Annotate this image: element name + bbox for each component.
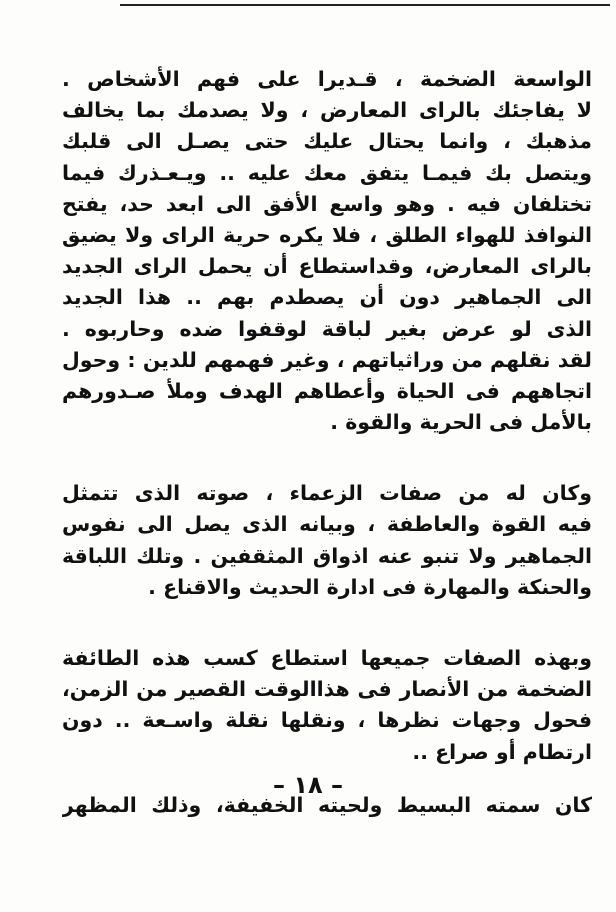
text-line: فحول وجهات نظرها ، ونقلها نقلة واسـعة .. دون (62, 708, 592, 733)
text-line: الذى لو عرض بغير لباقة لوقفوا ضده وحاربوه . (62, 316, 592, 341)
text-line: وبهذه الصفات جميعها استطاع كسب هذه الطائفة (62, 646, 592, 670)
text-line: تختلفان فيه . وهو واسع الأفق الى ابعد حد، يفتح (62, 191, 592, 216)
text-line: لقد نقلهم من وراثياتهم ، وغير فهمهم للدين : وحول (62, 347, 592, 372)
text-line: والحنكة والمهارة فى ادارة الحديث والاقناع . (148, 574, 592, 599)
text-line: الى الجماهير دون أن يصطدم بهم .. هذا الجديد (62, 285, 592, 310)
text-line: الضخمة من الأنصار فى هذاالوقت القصير من الزمن، (62, 677, 592, 702)
text-line: كان سمته البسيط ولحيته الخفيفة، وذلك المظهر (62, 792, 592, 817)
text-line: بالأمل فى الحرية والقوة . (330, 410, 592, 435)
paragraph-3 (62, 643, 592, 768)
body-text (62, 64, 592, 821)
paragraph-gap (62, 603, 592, 643)
text-line: وكان له من صفات الزعماء ، صوته الذى تتمثل (62, 481, 592, 506)
text-line: الواسعة الضخمة ، قـديرا على فهم الأشخاص . (62, 67, 592, 91)
paragraph-2 (62, 478, 592, 603)
text-line: فيه القوة والعاطفة ، وبيانه الذى يصل الى نفوس (62, 512, 592, 537)
text-line: مذهبك ، وانما يحتال عليك حتى يصـل الى قلبك (62, 129, 592, 154)
text-line: ويتصل بك فيمـا يتفق معك عليه .. ويـعـذرك فيما (62, 160, 592, 185)
text-line: الجماهير ولا تنبو عنه اذواق المثقفين . وتلك اللباقة (62, 543, 592, 568)
paragraph-gap (62, 438, 592, 478)
text-line: ارتطام أو صراع .. (412, 739, 592, 764)
page-number: – ١٨ – (272, 771, 343, 799)
top-border-rule (120, 4, 610, 6)
text-line: اتجاههم فى الحياة وأعطاهم الهدف وملأ صـدورهم (62, 378, 592, 403)
text-line: بالراى المعارض، وقداستطاع أن يحمل الراى الجديد (62, 254, 592, 279)
paragraph-1 (62, 64, 592, 438)
text-line: النوافذ للهواء الطلق ، فلا يكره حرية الراى ولا يضيق (62, 222, 592, 247)
text-line: لا يفاجئك بالراى المعارض ، ولا يصدمك بما يخالف (62, 98, 592, 123)
